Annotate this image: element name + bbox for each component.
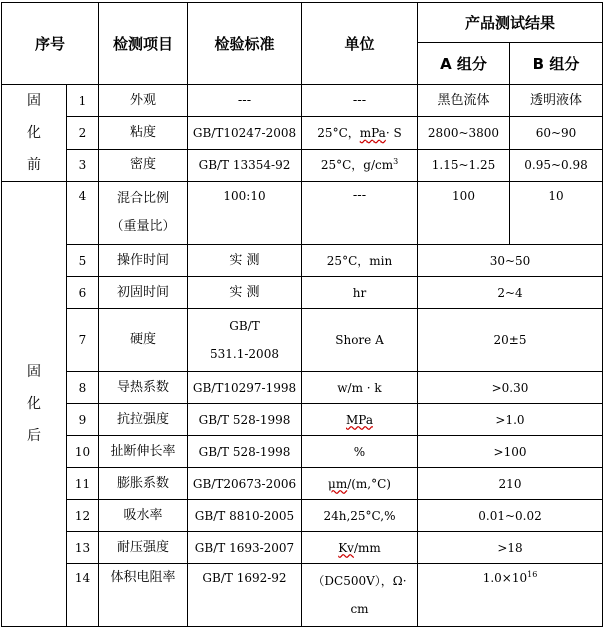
test-item: 混合比例 （重量比） [99, 182, 188, 245]
row-number: 11 [67, 468, 99, 500]
table-row [2, 277, 603, 309]
test-standard: --- [188, 85, 302, 117]
test-unit: Kv/mm [302, 532, 418, 564]
table-row [2, 149, 603, 181]
value-ab: >1.0 [418, 404, 603, 436]
value-ab: 2~4 [418, 277, 603, 309]
table-row [2, 404, 603, 436]
test-item: 初固时间 [99, 277, 188, 309]
value-ab: 20±5 [418, 309, 603, 372]
test-item: 操作时间 [99, 245, 188, 277]
test-standard: GB/T 8810-2005 [188, 500, 302, 532]
test-standard: GB/T10247-2008 [188, 117, 302, 149]
test-standard: GB/T 528-1998 [188, 436, 302, 468]
spec-table [1, 2, 603, 627]
test-unit: hr [302, 277, 418, 309]
value-a: 1.15~1.25 [418, 149, 510, 181]
table-row [2, 85, 603, 117]
test-item: 扯断伸长率 [99, 436, 188, 468]
header-item: 检测项目 [99, 3, 188, 85]
test-item: 吸水率 [99, 500, 188, 532]
table-row [2, 436, 603, 468]
table-row [2, 564, 603, 627]
header-component-a: A 组分 [418, 43, 510, 85]
row-number: 8 [67, 372, 99, 404]
test-standard: GB/T 1693-2007 [188, 532, 302, 564]
table-row [2, 500, 603, 532]
test-unit: % [302, 436, 418, 468]
value-b: 0.95~0.98 [510, 149, 603, 181]
test-unit: MPa [302, 404, 418, 436]
test-item: 密度 [99, 149, 188, 181]
test-unit: μm/(m,°C) [302, 468, 418, 500]
stage-after-cure: 固 化 后 [2, 182, 67, 627]
header-result: 产品测试结果 [418, 3, 603, 43]
test-unit: --- [302, 85, 418, 117]
test-item: 导热系数 [99, 372, 188, 404]
test-unit: w/m · k [302, 372, 418, 404]
row-number: 1 [67, 85, 99, 117]
value-ab: >100 [418, 436, 603, 468]
value-a: 黑色流体 [418, 85, 510, 117]
value-a: 100 [418, 182, 510, 245]
value-ab: >18 [418, 532, 603, 564]
value-ab: >0.30 [418, 372, 603, 404]
table-row [2, 372, 603, 404]
table-row [2, 117, 603, 149]
test-item: 膨胀系数 [99, 468, 188, 500]
test-standard: GB/T 531.1-2008 [188, 309, 302, 372]
table-row [2, 245, 603, 277]
value-b: 透明液体 [510, 85, 603, 117]
row-number: 10 [67, 436, 99, 468]
table-row [2, 532, 603, 564]
value-b: 60~90 [510, 117, 603, 149]
test-standard: GB/T20673-2006 [188, 468, 302, 500]
test-standard: GB/T 528-1998 [188, 404, 302, 436]
row-number: 13 [67, 532, 99, 564]
test-unit: 24h,25°C,% [302, 500, 418, 532]
row-number: 12 [67, 500, 99, 532]
row-number: 7 [67, 309, 99, 372]
test-standard: 100:10 [188, 182, 302, 245]
stage-before-cure: 固 化 前 [2, 85, 67, 182]
test-unit: 25°C，mPa· S [302, 117, 418, 149]
header-seq: 序号 [2, 3, 99, 85]
test-standard: GB/T 1692-92 [188, 564, 302, 627]
test-item: 硬度 [99, 309, 188, 372]
test-unit: （DC500V），Ω· cm [302, 564, 418, 627]
value-ab: 30~50 [418, 245, 603, 277]
value-ab: $1.0\times 10^{16}$ [418, 564, 603, 627]
row-number: 9 [67, 404, 99, 436]
test-item: 外观 [99, 85, 188, 117]
value-ab: 210 [418, 468, 603, 500]
value-a: 2800~3800 [418, 117, 510, 149]
table-row [2, 309, 603, 372]
test-unit: Shore A [302, 309, 418, 372]
test-standard: GB/T10297-1998 [188, 372, 302, 404]
row-number: 4 [67, 182, 99, 245]
test-unit: 25°C，$g/cm^3$ [302, 149, 418, 181]
test-standard: 实 测 [188, 245, 302, 277]
value-b: 10 [510, 182, 603, 245]
value-ab: 0.01~0.02 [418, 500, 603, 532]
test-item: 耐压强度 [99, 532, 188, 564]
header-standard: 检验标准 [188, 3, 302, 85]
test-item: 粘度 [99, 117, 188, 149]
test-standard: GB/T 13354-92 [188, 149, 302, 181]
test-unit: --- [302, 182, 418, 245]
test-item: 体积电阻率 [99, 564, 188, 627]
header-component-b: B 组分 [510, 43, 603, 85]
test-standard: 实 测 [188, 277, 302, 309]
row-number: 3 [67, 149, 99, 181]
test-item: 抗拉强度 [99, 404, 188, 436]
table-row [2, 182, 603, 245]
table-row [2, 468, 603, 500]
row-number: 5 [67, 245, 99, 277]
row-number: 6 [67, 277, 99, 309]
test-unit: 25°C，min [302, 245, 418, 277]
row-number: 2 [67, 117, 99, 149]
header-unit: 单位 [302, 3, 418, 85]
row-number: 14 [67, 564, 99, 627]
